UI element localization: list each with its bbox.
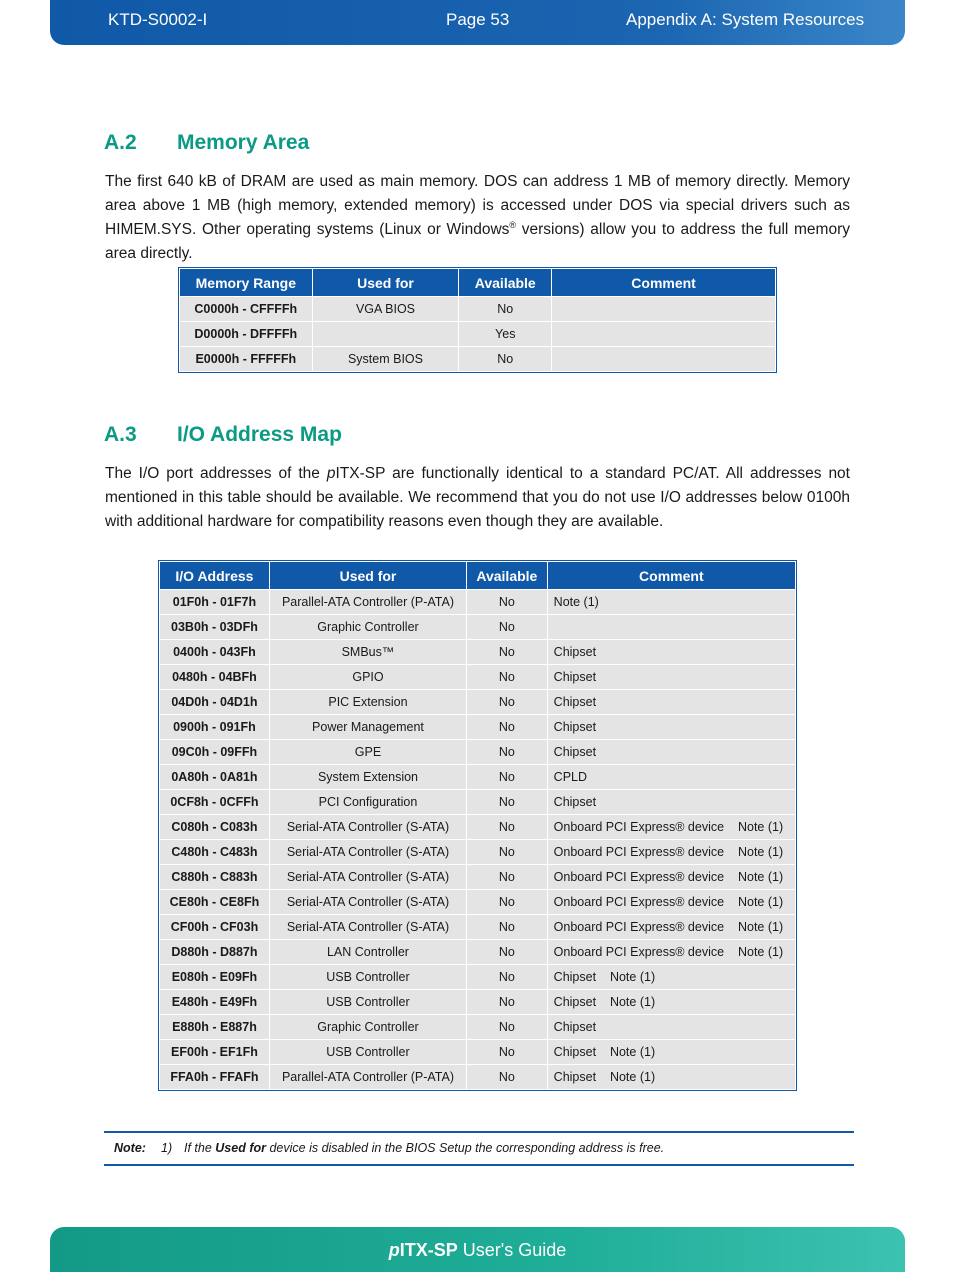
table-row	[160, 940, 796, 965]
product-prefix: p	[326, 465, 336, 482]
used-for-cell: Parallel-ATA Controller (P-ATA)	[269, 1065, 466, 1090]
comment-cell	[552, 322, 776, 347]
available-cell: No	[467, 990, 548, 1015]
available-cell: No	[467, 890, 548, 915]
comment-cell: Onboard PCI Express® device Note (1)	[547, 840, 795, 865]
available-cell: No	[467, 690, 548, 715]
used-for-cell: PCI Configuration	[269, 790, 466, 815]
io-paragraph	[105, 462, 850, 534]
address-cell: 0CF8h - 0CFFh	[160, 790, 270, 815]
address-cell: 0900h - 091Fh	[160, 715, 270, 740]
address-cell: 03B0h - 03DFh	[160, 615, 270, 640]
table-row	[180, 297, 776, 322]
address-cell: 0A80h - 0A81h	[160, 765, 270, 790]
used-for-cell: Power Management	[269, 715, 466, 740]
paragraph-text: versions) allow you to address the full memory area directly.	[105, 221, 850, 262]
comment-cell: Chipset	[547, 690, 795, 715]
used-for-cell: GPE	[269, 740, 466, 765]
footer-product: ITX-SP	[399, 1240, 458, 1260]
comment-cell: CPLD	[547, 765, 795, 790]
available-cell: No	[467, 865, 548, 890]
table-row	[160, 665, 796, 690]
used-for-cell: Graphic Controller	[269, 615, 466, 640]
comment-cell: Chipset Note (1)	[547, 965, 795, 990]
table-row	[160, 715, 796, 740]
address-cell: E480h - E49Fh	[160, 990, 270, 1015]
address-cell: D0000h - DFFFFh	[180, 322, 313, 347]
available-cell: No	[467, 915, 548, 940]
available-cell: No	[467, 965, 548, 990]
available-cell: No	[467, 790, 548, 815]
comment-cell: Chipset	[547, 1015, 795, 1040]
paragraph-text: ITX-SP are functionally identical to a standard PC/AT. All addresses not mentioned in this table should be available. We recommend that you do not use I/O addresses below 0100h with additional hardware for compatibility reasons even though they are available.	[105, 465, 850, 530]
column-header: I/O Address	[160, 562, 270, 590]
available-cell: No	[467, 815, 548, 840]
table-row	[160, 690, 796, 715]
comment-cell	[547, 615, 795, 640]
available-cell: No	[467, 1040, 548, 1065]
comment-cell: Chipset	[547, 790, 795, 815]
table-row	[160, 790, 796, 815]
section-number: A.3	[104, 423, 137, 446]
table-row	[160, 890, 796, 915]
note-number: 1)	[161, 1141, 173, 1155]
used-for-cell: USB Controller	[269, 990, 466, 1015]
comment-cell: Onboard PCI Express® device Note (1)	[547, 815, 795, 840]
used-for-cell: System BIOS	[312, 347, 459, 372]
used-for-cell: USB Controller	[269, 965, 466, 990]
section-title: Memory Area	[177, 131, 310, 154]
available-cell: No	[467, 940, 548, 965]
address-cell: EF00h - EF1Fh	[160, 1040, 270, 1065]
comment-cell: Chipset	[547, 715, 795, 740]
address-cell: E0000h - FFFFFh	[180, 347, 313, 372]
address-cell: E880h - E887h	[160, 1015, 270, 1040]
registered-mark: ®	[509, 219, 517, 230]
available-cell: No	[467, 1065, 548, 1090]
column-header: Used for	[312, 269, 459, 297]
section-title: I/O Address Map	[177, 423, 342, 446]
address-cell: 0480h - 04BFh	[160, 665, 270, 690]
column-header: Available	[459, 269, 552, 297]
used-for-cell: Graphic Controller	[269, 1015, 466, 1040]
used-for-cell: VGA BIOS	[312, 297, 459, 322]
available-cell: No	[459, 297, 552, 322]
comment-cell: Chipset	[547, 640, 795, 665]
table-row	[180, 322, 776, 347]
note-text-post: device is disabled in the BIOS Setup the corresponding address is free.	[265, 1141, 665, 1155]
table-row	[160, 765, 796, 790]
memory-paragraph	[105, 170, 850, 266]
used-for-cell: Serial-ATA Controller (S-ATA)	[269, 840, 466, 865]
used-for-cell: SMBus™	[269, 640, 466, 665]
io-address-table	[159, 561, 796, 1090]
address-cell: C480h - C483h	[160, 840, 270, 865]
comment-cell	[552, 297, 776, 322]
table-row	[160, 815, 796, 840]
comment-cell: Chipset Note (1)	[547, 990, 795, 1015]
note-text	[184, 1141, 664, 1155]
address-cell: C080h - C083h	[160, 815, 270, 840]
comment-cell: Chipset	[547, 665, 795, 690]
paragraph-text: The I/O port addresses of the	[105, 465, 327, 482]
table-row	[160, 615, 796, 640]
table-row	[160, 840, 796, 865]
table-row	[160, 1040, 796, 1065]
table-row	[160, 1065, 796, 1090]
comment-cell: Chipset Note (1)	[547, 1040, 795, 1065]
address-cell: E080h - E09Fh	[160, 965, 270, 990]
comment-cell	[552, 347, 776, 372]
page-footer	[50, 1227, 905, 1272]
table-note	[104, 1131, 854, 1166]
table-row	[160, 965, 796, 990]
table-row	[160, 990, 796, 1015]
paragraph-text: The first 640 kB of DRAM are used as main memory. DOS can address 1 MB of memory directly. Memory area above 1 MB (high memory, extended memory) is accessed under DOS via special drivers such as HIMEM.SYS. Other operating systems (Linux or Windows	[105, 173, 850, 238]
address-cell: CF00h - CF03h	[160, 915, 270, 940]
table-row	[160, 640, 796, 665]
used-for-cell: Parallel-ATA Controller (P-ATA)	[269, 590, 466, 615]
used-for-cell	[312, 322, 459, 347]
column-header: Comment	[547, 562, 795, 590]
doc-id: KTD-S0002-I	[108, 10, 208, 29]
address-cell: 01F0h - 01F7h	[160, 590, 270, 615]
address-cell: C0000h - CFFFFh	[180, 297, 313, 322]
footer-prefix: p	[388, 1240, 400, 1260]
used-for-cell: Serial-ATA Controller (S-ATA)	[269, 865, 466, 890]
section-name: Appendix A: System Resources	[626, 10, 865, 29]
page-number: Page 53	[446, 10, 510, 29]
page-header	[50, 0, 905, 45]
footer-title	[50, 1240, 905, 1261]
footer-suffix: User's Guide	[457, 1240, 567, 1260]
column-header: Memory Range	[180, 269, 313, 297]
available-cell: No	[467, 615, 548, 640]
table-row	[160, 1015, 796, 1040]
used-for-cell: Serial-ATA Controller (S-ATA)	[269, 815, 466, 840]
table-row	[160, 865, 796, 890]
available-cell: Yes	[459, 322, 552, 347]
used-for-cell: USB Controller	[269, 1040, 466, 1065]
column-header: Available	[467, 562, 548, 590]
available-cell: No	[467, 840, 548, 865]
table-row	[160, 590, 796, 615]
address-cell: 09C0h - 09FFh	[160, 740, 270, 765]
address-cell: CE80h - CE8Fh	[160, 890, 270, 915]
used-for-cell: GPIO	[269, 665, 466, 690]
available-cell: No	[467, 1015, 548, 1040]
available-cell: No	[467, 740, 548, 765]
table-row	[160, 740, 796, 765]
available-cell: No	[467, 590, 548, 615]
table-row	[160, 915, 796, 940]
note-text-bold: Used for	[215, 1141, 266, 1155]
used-for-cell: System Extension	[269, 765, 466, 790]
table-row	[180, 347, 776, 372]
section-number: A.2	[104, 131, 137, 154]
column-header: Used for	[269, 562, 466, 590]
note-text-pre: If the	[184, 1141, 216, 1155]
comment-cell: Onboard PCI Express® device Note (1)	[547, 865, 795, 890]
comment-cell: Onboard PCI Express® device Note (1)	[547, 940, 795, 965]
used-for-cell: Serial-ATA Controller (S-ATA)	[269, 890, 466, 915]
comment-cell: Onboard PCI Express® device Note (1)	[547, 890, 795, 915]
comment-cell: Onboard PCI Express® device Note (1)	[547, 915, 795, 940]
available-cell: No	[467, 665, 548, 690]
address-cell: 0400h - 043Fh	[160, 640, 270, 665]
available-cell: No	[467, 765, 548, 790]
comment-cell: Note (1)	[547, 590, 795, 615]
available-cell: No	[459, 347, 552, 372]
column-header: Comment	[552, 269, 776, 297]
address-cell: D880h - D887h	[160, 940, 270, 965]
address-cell: 04D0h - 04D1h	[160, 690, 270, 715]
available-cell: No	[467, 640, 548, 665]
address-cell: FFA0h - FFAFh	[160, 1065, 270, 1090]
address-cell: C880h - C883h	[160, 865, 270, 890]
used-for-cell: Serial-ATA Controller (S-ATA)	[269, 915, 466, 940]
memory-table	[179, 268, 776, 372]
used-for-cell: PIC Extension	[269, 690, 466, 715]
used-for-cell: LAN Controller	[269, 940, 466, 965]
comment-cell: Chipset Note (1)	[547, 1065, 795, 1090]
available-cell: No	[467, 715, 548, 740]
comment-cell: Chipset	[547, 740, 795, 765]
note-label: Note:	[114, 1141, 146, 1155]
